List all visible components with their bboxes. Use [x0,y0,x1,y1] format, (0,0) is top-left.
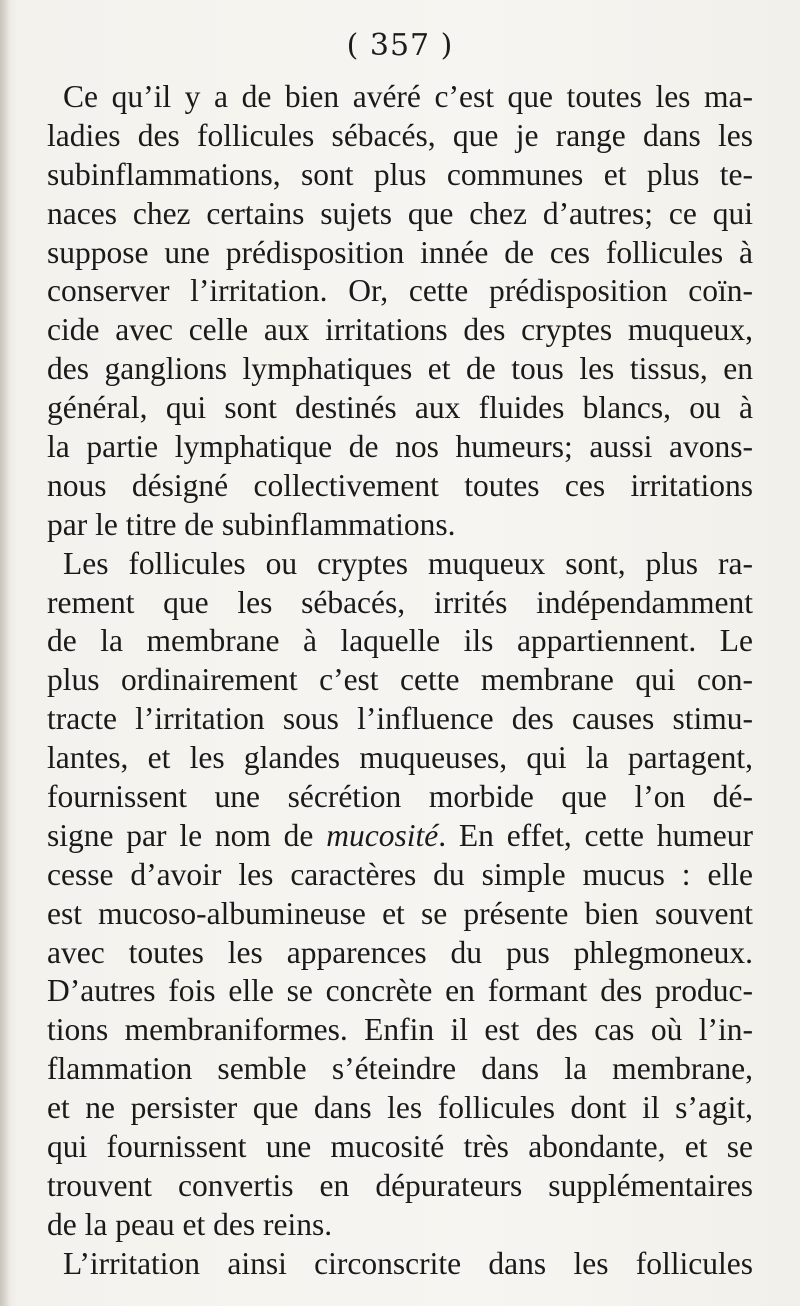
text-line: trouvent convertis en dépurateurs supplémentaires [47,1167,753,1203]
body-text [47,78,753,1284]
text-line: cesse d’avoir les caractères du simple mucus : elle [47,856,753,892]
text-line: ladies des follicules sébacés, que je range dans les [47,117,753,153]
text-line: et ne persister que dans les follicules dont il s’agit, [47,1090,753,1126]
text-line: lantes, et les glandes muqueuses, qui la partagent, [47,740,753,776]
text-line: qui fournissent une mucosité très abondante, et se [47,1129,753,1165]
text-line: de la peau et des reins. [47,1206,333,1242]
paragraph [47,78,753,545]
text-line: naces chez certains sujets que chez d’autres; ce qui [47,195,753,231]
text-line: suppose une prédisposition innée de ces follicules à [47,234,753,270]
text-line: de la membrane à laquelle ils appartiennent. Le [47,623,753,659]
text-line: tracte l’irritation sous l’influence des causes stimu- [47,701,753,737]
text-line: cide avec celle aux irritations des cryptes muqueux, [47,312,753,348]
text-line: flammation semble s’éteindre dans la membrane, [47,1051,753,1087]
text-line: général, qui sont destinés aux fluides blancs, ou à [47,390,753,426]
text-line: des ganglions lymphatiques et de tous les tissus, en [47,351,753,387]
emphasized-term: mucosité [326,817,439,853]
text-line: D’autres fois elle se concrète en formant des produc- [47,973,753,1009]
text-line: par le titre de subinflammations. [47,506,456,542]
page-number: ( 357 ) [346,28,454,63]
text-line: la partie lymphatique de nos humeurs; aussi avons- [47,429,753,465]
text-line: tions membraniformes. Enfin il est des cas où l’in- [47,1012,753,1048]
text-line: fournissent une sécrétion morbide que l’on dé- [47,779,753,815]
text-line: plus ordinairement c’est cette membrane qui con- [47,662,753,698]
text-line: L’irritation ainsi circonscrite dans les follicules [63,1245,753,1281]
paragraph [47,545,753,1245]
text-line: est mucoso-albumineuse et se présente bien souvent [47,895,753,931]
text-line: signe par le nom de mucosité. En effet, cette humeur [47,817,753,853]
text-line: avec toutes les apparences du pus phlegmoneux. [47,934,753,970]
text-line: rement que les sébacés, irrités indépendamment [47,584,753,620]
page-gutter-shadow [0,0,10,1306]
text-line: Les follicules ou cryptes muqueux sont, plus ra- [63,545,753,581]
text-line: subinflammations, sont plus communes et plus te- [47,156,753,192]
text-line: conserver l’irritation. Or, cette prédisposition coïn- [47,273,753,309]
text-line: nous désigné collectivement toutes ces irritations [47,467,753,503]
paragraph [47,1245,753,1284]
text-line: Ce qu’il y a de bien avéré c’est que toutes les ma- [63,79,753,114]
